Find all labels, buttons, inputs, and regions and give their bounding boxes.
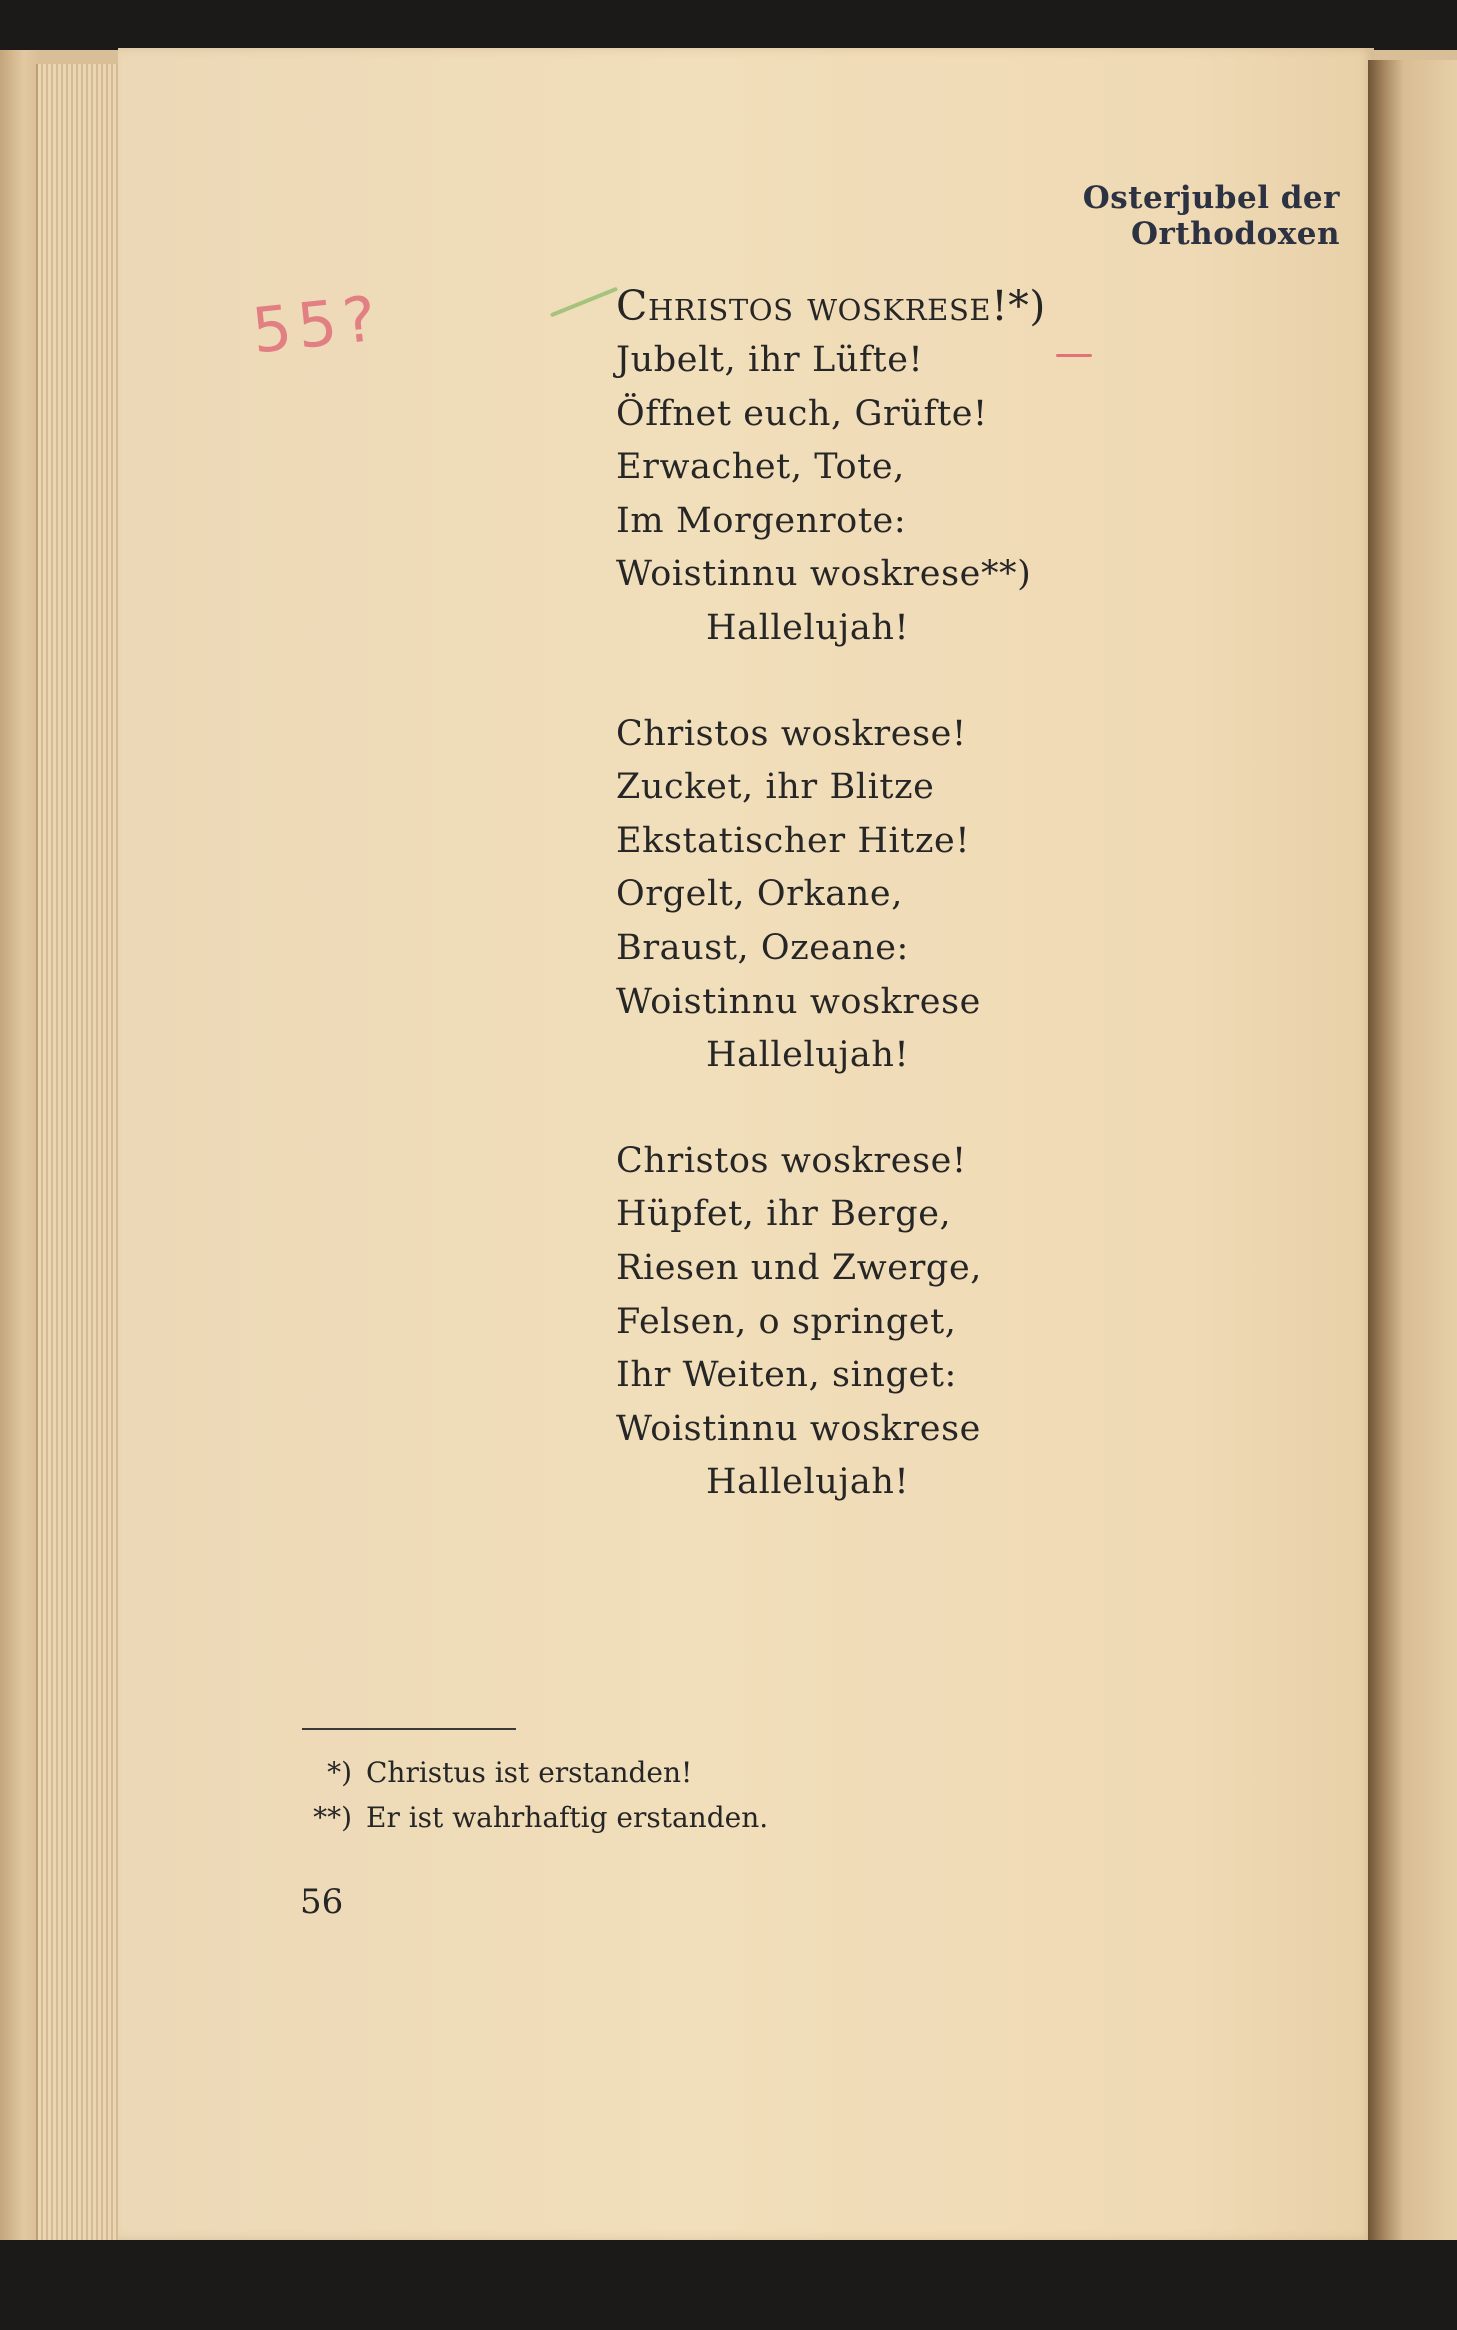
- poem-line: Zucket, ihr Blitze: [616, 767, 935, 808]
- poem-line: Jubelt, ihr Lüfte!: [616, 340, 924, 380]
- poem-line: Christos woskrese!: [616, 1140, 967, 1181]
- footnote-mark: **): [313, 1801, 352, 1834]
- poem-line: Woistinnu woskrese**): [616, 554, 1032, 595]
- footnote: [300, 1795, 768, 1840]
- poem-line: Christos woskrese!: [616, 713, 967, 754]
- poem-refrain: Hallelujah!: [706, 607, 910, 648]
- footnote-text: Christus ist erstanden!: [366, 1756, 693, 1789]
- poem-line: Felsen, o springet,: [616, 1301, 957, 1342]
- poem-refrain: Hallelujah!: [706, 1462, 910, 1503]
- poem-line: Hüpfet, ihr Berge,: [616, 1194, 952, 1235]
- poem-line: Woistinnu woskrese: [616, 1408, 981, 1449]
- stanza-gap: [616, 1083, 1316, 1135]
- stanza-2: [616, 708, 1316, 1083]
- poem: [616, 278, 1316, 1510]
- book-cover-edge: [0, 50, 40, 2300]
- handwritten-page-mark: 55?: [248, 281, 386, 368]
- footnote-divider: [302, 1728, 516, 1730]
- poem-line: Riesen und Zwerge,: [616, 1247, 982, 1288]
- poem-refrain: Hallelujah!: [706, 1035, 910, 1076]
- footnotes: [300, 1750, 768, 1840]
- poem-line: Ekstatischer Hitze!: [616, 820, 970, 861]
- stanza-gap: [616, 656, 1316, 708]
- footnote: [300, 1750, 768, 1795]
- stanza-1: [616, 334, 1316, 656]
- footnote-mark: *): [327, 1756, 352, 1789]
- poem-line: Erwachet, Tote,: [616, 447, 905, 488]
- page-number: 56: [300, 1882, 344, 1922]
- poem-line: Im Morgenrote:: [616, 500, 907, 541]
- footnote-text: Er ist wahrhaftig erstanden.: [366, 1801, 769, 1834]
- poem-line: Braust, Ozeane:: [616, 927, 909, 968]
- page-edges: [36, 64, 124, 2264]
- poem-title: Christos woskrese!*): [616, 282, 1046, 330]
- poem-line: Öffnet euch, Grüfte!: [616, 393, 988, 434]
- book-gutter: [1368, 60, 1457, 2260]
- running-head: Osterjubel der Orthodoxen: [1082, 180, 1340, 252]
- scan-border: [0, 2240, 1457, 2330]
- poem-line: Orgelt, Orkane,: [616, 874, 903, 915]
- stanza-3: [616, 1135, 1316, 1510]
- poem-line: Ihr Weiten, singet:: [616, 1355, 957, 1396]
- poem-line: Woistinnu woskrese: [616, 981, 981, 1022]
